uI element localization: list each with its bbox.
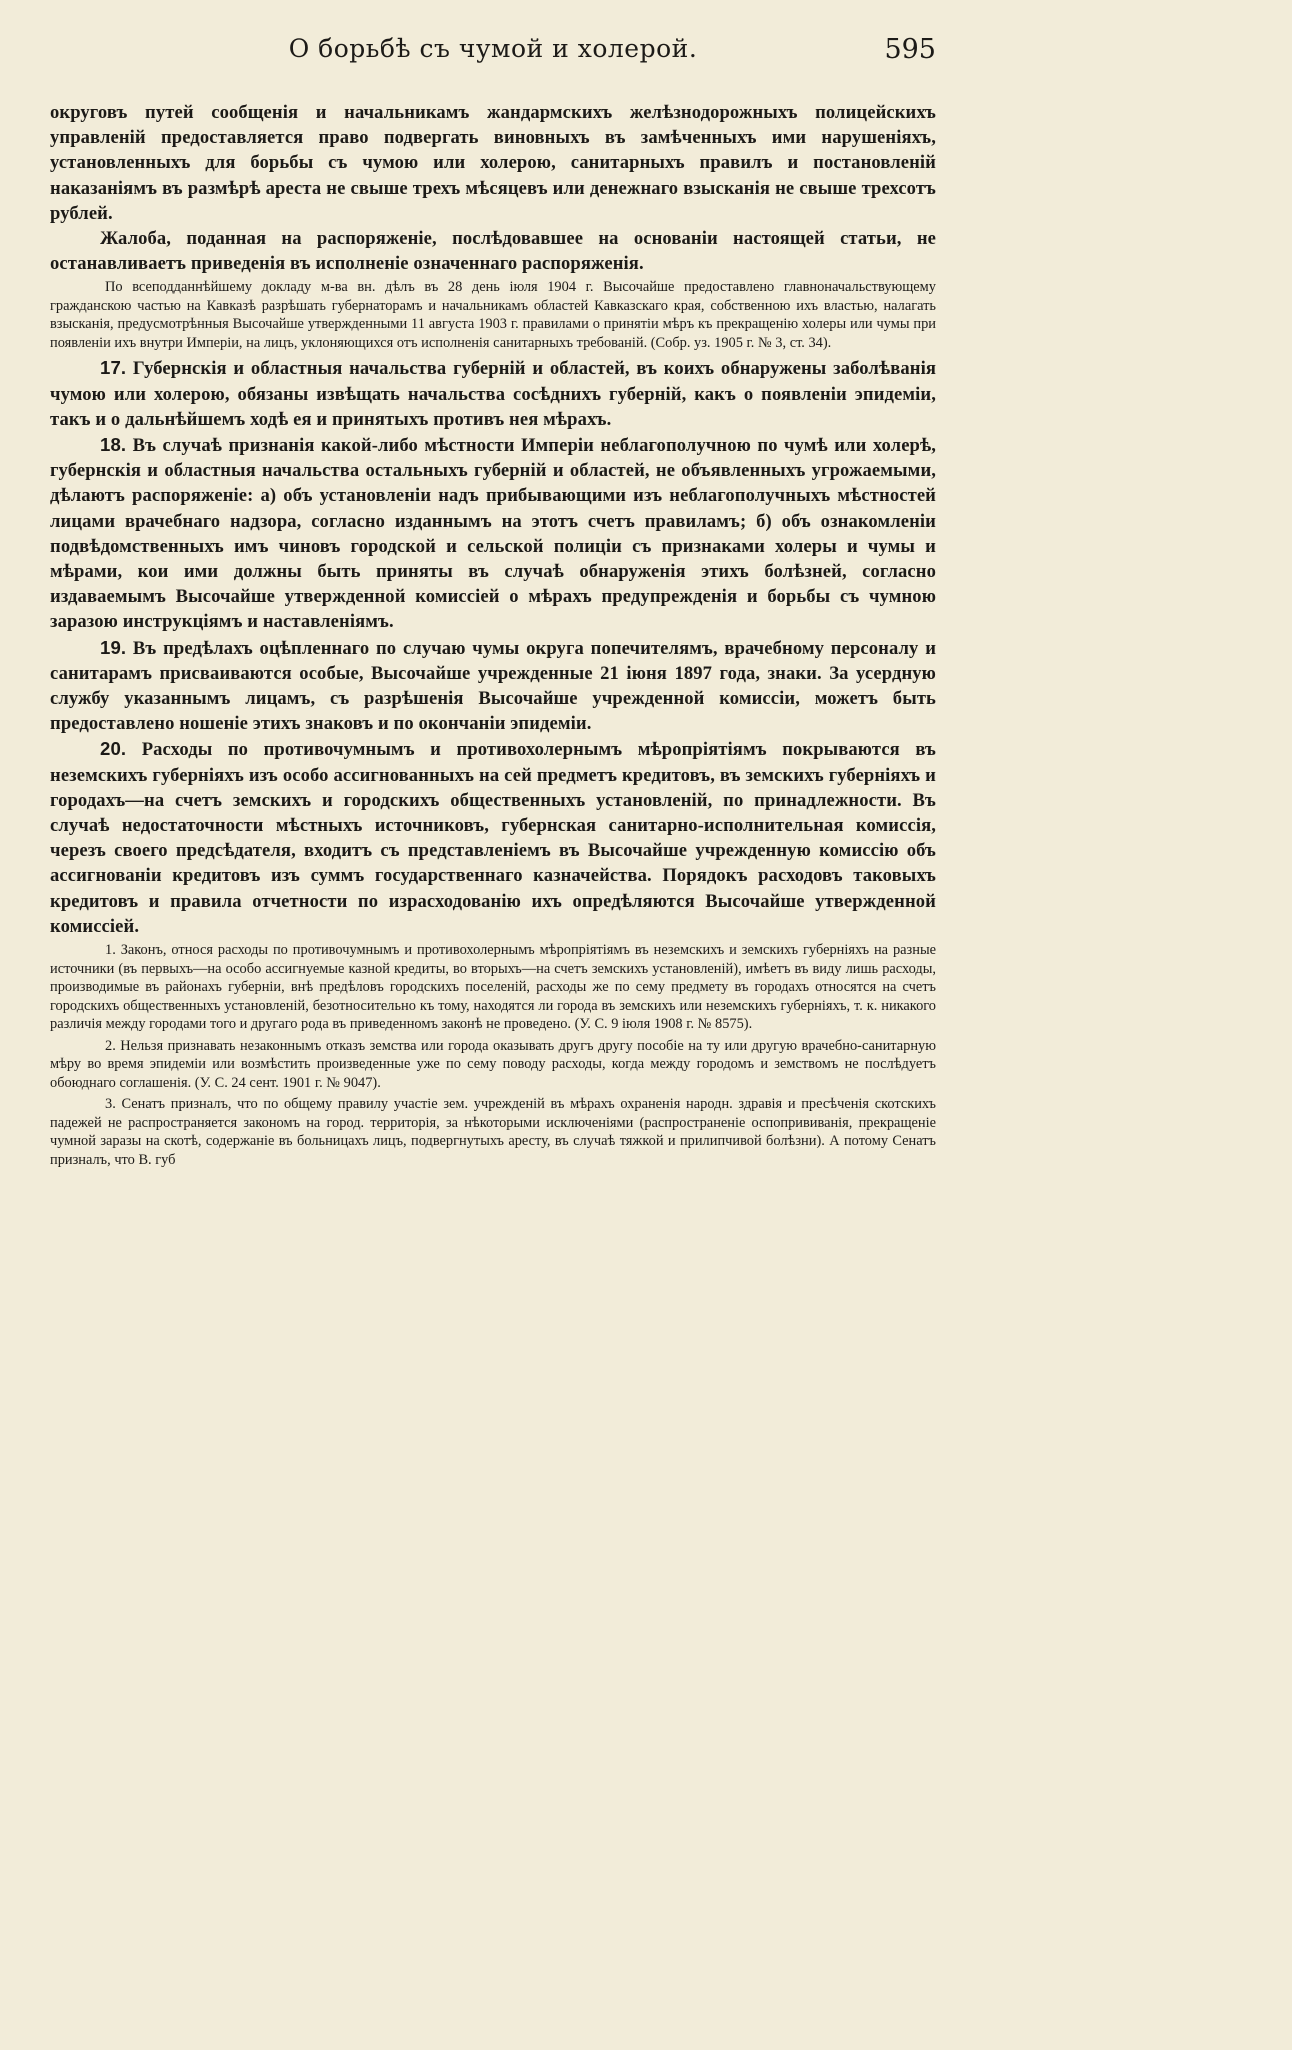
paragraph-complaint: Жалоба, поданная на распоряженіе, послѣдовавшее на основаніи настоящей статьи, не останавливаетъ приведенія въ исполненіе означеннаго распоряженія.: [50, 228, 936, 275]
article-19-number: 19.: [100, 636, 127, 658]
running-title: О борьбѣ съ чумой и холерой.: [288, 34, 698, 63]
article-17-number: 17.: [100, 357, 127, 379]
paragraph-continuation: округовъ путей сообщенія и начальникамъ жандармскихъ желѣзнодорожныхъ полицейскихъ управленій предоставляется право подвергать виновныхъ въ замѣченныхъ ими нарушеніяхъ, установленныхъ для борьбы съ чумою или холерою, санитарныхъ правилъ и постановленій наказаніямъ въ размѣрѣ ареста не свыше трехъ мѣсяцевъ или денежнаго взысканія не свыше трехсотъ рублей.: [50, 102, 936, 224]
article-18-number: 18.: [100, 434, 127, 456]
footnote-decree-1904: По всеподданнѣйшему докладу м-ва вн. дѣлъ въ 28 день іюля 1904 г. Высочайше предоставлено главноначальствующему гражданскою частью на Кавказѣ разрѣшать губернаторамъ и начальникамъ областей Кавказскаго края, собственною ихъ властью, налагать взысканія, предусмотрѣнныя Высочайше утвержденными 11 августа 1903 г. правилами о принятіи мѣръ къ прекращенію холеры или чумы при появленіи ихъ внутри Имперіи, на лицъ, уклоняющихся отъ исполненія санитарныхъ требованій. (Собр. уз. 1905 г. № 3, ст. 34).: [50, 279, 936, 351]
running-header: [50, 32, 936, 72]
note-2: 2. Нельзя признавать незаконнымъ отказъ земства или города оказывать другъ другу пособіе на ту или другую врачебно-санитарную мѣру во время эпидеміи или возмѣстить произведенные уже по сему поводу расходы, когда между городомъ и земствомъ не послѣдуетъ обоюднаго соглашенія. (У. С. 24 сент. 1901 г. № 9047).: [50, 1037, 936, 1091]
article-18-text: Въ случаѣ признанія какой-либо мѣстности Имперіи неблагополучною по чумѣ или холерѣ, губернскія и областныя начальства остальныхъ губерній и областей, не объявленныхъ угрожаемыми, дѣлаютъ распоряженіе: а) объ установленіи надъ прибывающими изъ неблагополучныхъ мѣстностей лицами врачебнаго надзора, согласно изданнымъ на этотъ счетъ правиламъ; б) объ ознакомленіи подвѣдомственныхъ имъ чиновъ городской и сельской полиціи съ признаками холеры и чумы и мѣрами, кои ими должны быть приняты въ случаѣ обнаруженія этихъ болѣзней, согласно издаваемымъ Высочайше утвержденной комиссіей о мѣрахъ предупрежденія и борьбы съ чумною заразою инструкціямъ и наставленіямъ.: [50, 435, 937, 633]
article-17: [50, 355, 936, 432]
article-19: [50, 635, 936, 737]
page-body: [50, 100, 936, 1172]
article-20-text: Расходы по противочумнымъ и противохолернымъ мѣропріятіямъ покрываются въ неземскихъ губерніяхъ изъ особо ассигнованныхъ на сей предметъ кредитовъ, въ земскихъ губерніяхъ и городахъ—на счетъ земскихъ и городскихъ общественныхъ установленій, по принадлежности. Въ случаѣ недостаточности мѣстныхъ источниковъ, губернская санитарно-исполнительная комиссія, черезъ своего предсѣдателя, входитъ съ представленіемъ въ Высочайше учрежденную комиссію объ ассигнованіи кредитовъ изъ суммъ государственнаго казначейства. Порядокъ расходовъ таковыхъ кредитовъ и правила отчетности по израсходованію ихъ опредѣляются Высочайше утвержденной комиссіей.: [50, 739, 936, 937]
article-17-text: Губернскія и областныя начальства губерній и областей, въ коихъ обнаружены заболѣванія чумою или холерою, обязаны извѣщать начальства сосѣднихъ губерній, какъ о появленіи эпидеміи, такъ и о дальнѣйшемъ ходѣ ея и принятыхъ противъ нея мѣрахъ.: [50, 358, 936, 430]
article-19-text: Въ предѣлахъ оцѣпленнаго по случаю чумы округа попечителямъ, врачебному персоналу и санитарамъ присваиваются особые, Высочайше учрежденные 21 іюня 1897 года, знаки. За усердную службу указаннымъ лицамъ, съ разрѣшенія Высочайше учрежденной комиссіи, можетъ быть предоставлено ношеніе этихъ знаковъ и по окончаніи эпидеміи.: [50, 637, 937, 735]
article-20: [50, 736, 936, 939]
page-number: 595: [884, 34, 936, 65]
article-20-number: 20.: [100, 738, 127, 760]
note-1: 1. Законъ, относя расходы по противочумнымъ и противохолернымъ мѣропріятіямъ въ неземскихъ и земскихъ губерніяхъ на разные источники (въ первыхъ—на особо ассигнуемые казной кредиты, во вторыхъ—на счетъ земскихъ установленій), имѣетъ въ виду лишь расходы, производимые въ районахъ губерніи, внѣ предѣловъ городскихъ поселеній, расходы же по сему предмету въ городахъ относятся на счетъ городскихъ общественныхъ установленій, безотносительно къ тому, находятся ли города въ земскихъ или неземскихъ губерніяхъ, т. к. никакого различія между городами того и другаго рода въ приведенномъ законѣ не проведено. (У. С. 9 іюля 1908 г. № 8575).: [50, 942, 936, 1033]
note-3: 3. Сенатъ призналъ, что по общему правилу участіе зем. учрежденій въ мѣрахъ охраненія народн. здравія и пресѣченія скотскихъ падежей не распространяется закономъ на город. территорія, за нѣкоторыми исключеніями (распространеніе оспопрививанія, прекращеніе чумной заразы на скотѣ, содержаніе въ больницахъ лицъ, подвергнутыхъ аресту, въ случаѣ тяжкой и прилипчивой болѣзни). А потому Сенатъ призналъ, что В. губ: [50, 1096, 936, 1168]
article-18: [50, 432, 936, 635]
